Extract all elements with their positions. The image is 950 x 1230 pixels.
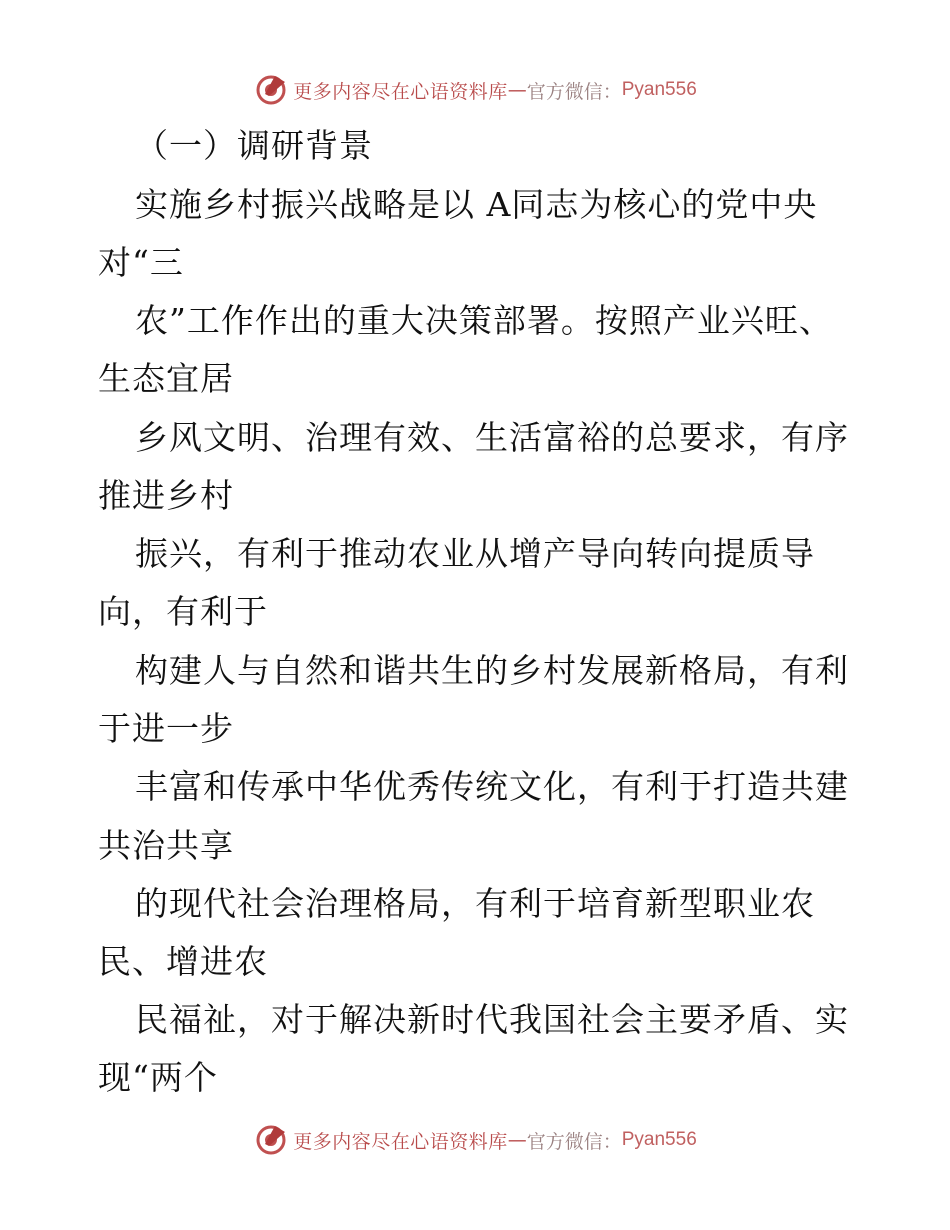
paragraph-line: 生态宜居 xyxy=(98,359,234,398)
paragraph-line: 推进乡村 xyxy=(98,476,234,515)
watermark-footer xyxy=(0,1120,950,1160)
paragraph-line: 民福祉，对于解决新时代我国社会主要矛盾、实 xyxy=(135,1000,849,1039)
paragraph-line: 向，有利于 xyxy=(98,592,268,631)
paragraph-line: 农”工作作出的重大决策部署。按照产业兴旺、 xyxy=(135,301,833,340)
paragraph-line: 丰富和传承中华优秀传统文化，有利于打造共建 xyxy=(135,767,849,806)
watermark-sub-text: 官方微信： xyxy=(526,80,622,103)
pen-logo-icon xyxy=(253,1122,289,1158)
watermark-separator: — xyxy=(507,79,527,101)
watermark-id: Pyan556 xyxy=(621,79,697,100)
paragraph-line: 于进一步 xyxy=(98,709,234,748)
paragraph-line: 的现代社会治理格局，有利于培育新型职业农 xyxy=(135,884,815,923)
watermark-separator: — xyxy=(507,1129,527,1151)
paragraph-line: 振兴，有利于推动农业从增产导向转向提质导 xyxy=(135,534,815,573)
watermark-sub-text: 官方微信： xyxy=(526,1130,622,1153)
paragraph-line: 构建人与自然和谐共生的乡村发展新格局，有利 xyxy=(135,651,849,690)
watermark-main-text: 更多内容尽在心语资料库 xyxy=(293,80,508,103)
paragraph-line: 共治共享 xyxy=(98,826,234,865)
section-heading: （一）调研背景 xyxy=(135,126,373,165)
watermark-main-text: 更多内容尽在心语资料库 xyxy=(293,1130,508,1153)
paragraph-line: 对“三 xyxy=(98,243,184,282)
paragraph-line: 现“两个 xyxy=(98,1058,218,1097)
paragraph-line: 乡风文明、治理有效、生活富裕的总要求，有序 xyxy=(135,418,849,457)
paragraph-line: 民、增进农 xyxy=(98,942,268,981)
watermark-id: Pyan556 xyxy=(621,1129,697,1150)
paragraph-line: 实施乡村振兴战略是以 A同志为核心的党中央 xyxy=(135,185,818,224)
